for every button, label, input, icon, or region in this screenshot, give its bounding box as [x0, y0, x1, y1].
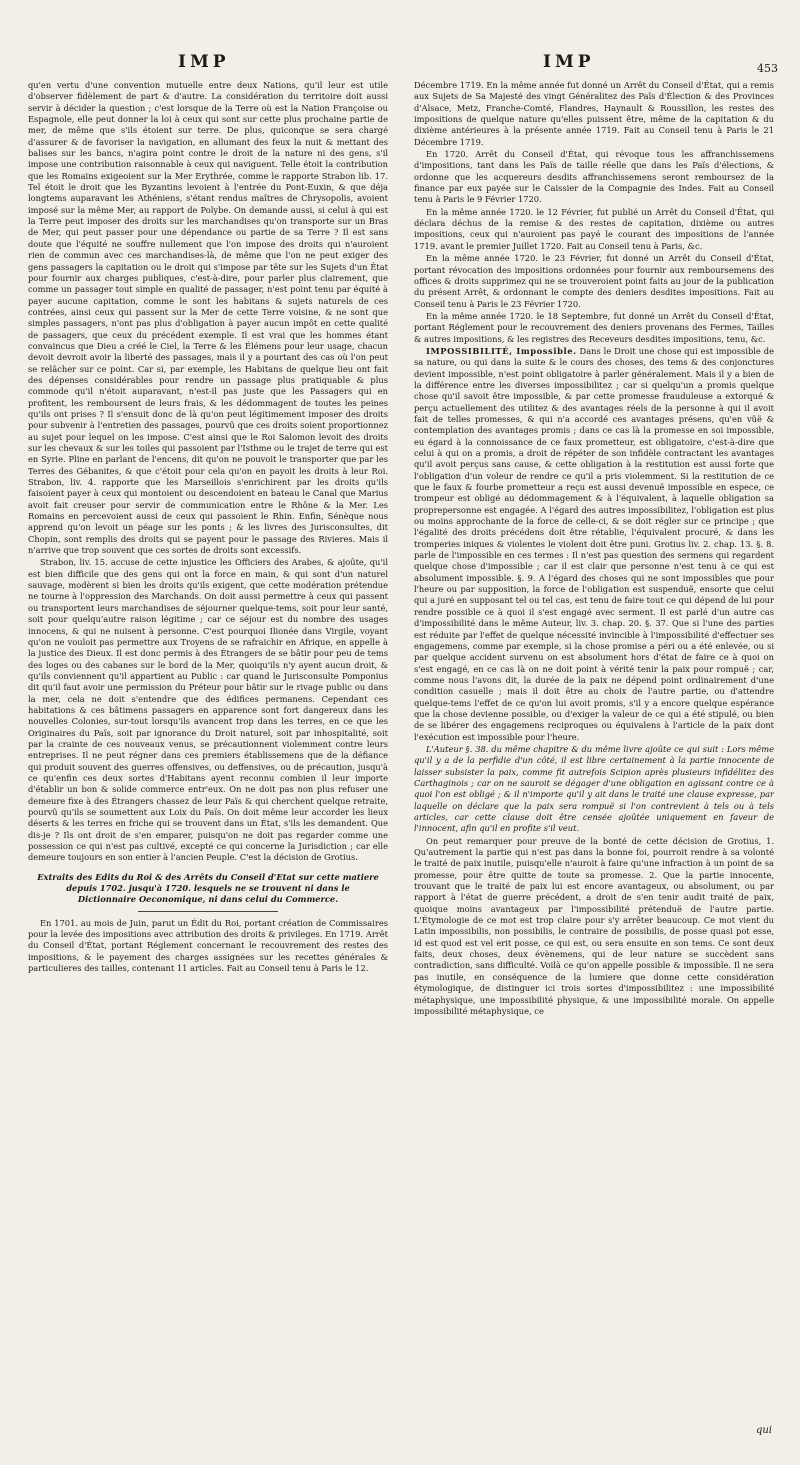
dictionary-entry	[414, 346, 774, 743]
paragraph: Strabon, liv. 15. accuse de cette injustice les Officiers des Arabes, & ajoûte, qu'il est bien difficile que des gens qui ont la force en main, & qui sont d'un naturel sauvage, modèrent si bien les droits qu'ils exigent, que cette modération prétendue ne tourne à l'oppression des Marchands. On doit aussi permettre à ceux qui passent ou transportent leurs marchandises de séjourner quelque-tems, soit pour leur santé, soit pour quelqu'autre raison légitime ; car ce séjour est du nombre des usages innocens, & qui ne nuisent à personne. C'est pourquoi Ilionée dans Virgile, voyant qu'on ne vouloit pas permettre aux Troyens de se rafraichir en Afrique, en appelle à la justice des Dieux. Il est donc permis à des Étrangers de se bâtir pour peu de tems des loges ou des cabanes sur le bord de la Mer, quoiqu'ils n'y ayent aucun droit, & qu'ils conviennent qu'il appartient au Public : car quand le Jurisconsulte Pomponius dit qu'il faut avoir une permission du Préteur pour bâtir sur le rivage public ou dans la mer, cela ne doit s'entendre que des édifices permanens. Cependant ces habitations & ces bâtimens passagers en apparence sont fort dangereux dans les nouvelles Colonies, sur-tout lorsqu'ils avancent trop dans les terres, en ce que les Originaires du Païs, soit par ignorance du Droit naturel, soit par inhospitalité, soit par la crainte de ces nouveaux venus, se précautionnent violemment contre leurs entreprises. Il ne peut régner dans ces premiers établissemens que de la défiance qui produit souvent des guerres offensives, ou deffensives, ou de précaution, jusqu'à ce qu'enfin ces deux sortes d'Habitans ayent reconnu combien il leur importe d'établir un bon & solide commerce entr'eux. On ne doit pas non plus refuser une demeure fixe à des Étrangers chassez de leur Païs & qui cherchent quelque retraite, pourvû qu'ils se soumettent aux Loix du Païs. On doit même leur accorder les lieux déserts & les terres en friche qui se trouvent dans un État, s'ils les demandent. Que dis-je ? Ils ont droit de s'en emparer, puisqu'on ne doit pas regarder comme une possession ce qui n'est pas cultivé, excepté ce qui concerne la Jurisdiction ; car elle demeure toujours en son entier à l'ancien Peuple. C'est la décision de Grotius.	[28, 557, 388, 863]
running-head-left: IMP	[178, 52, 230, 72]
paragraph: Décembre 1719. En la même année fut donné un Arrêt du Conseil d'État, qui a remis aux Sujets de Sa Majesté des vingt Généralitez des Païs d'Élection & des Provinces d'Alsace, Metz, Franche-Comté, Flandres, Haynault & Roussillon, les restes des impositions de quelque nature qu'elles puissent être, même de la capitation & du dixième antérieures à la présente année 1719. Fait au Conseil tenu à Paris le 21 Décembre 1719.	[414, 80, 774, 147]
catchword: qui	[755, 1424, 772, 1436]
paragraph: En 1701. au mois de Juin, parut un Édit du Roi, portant création de Commissaires pour la levée des impositions avec attribution des droits & privileges. En 1719. Arrêt du Conseil d'État, portant Réglement concernant le recouvrement des restes des impositions, & le payement des charges assignées sur les recettes générales & particulieres des tailles, contenant 11 articles. Fait au Conseil tenu à Paris le 12.	[28, 917, 388, 974]
page-number: 453	[757, 62, 778, 75]
section-divider	[138, 911, 278, 912]
paragraph: En 1720. Arrêt du Conseil d'État, qui révoque tous les affranchissemens d'impositions, tant dans les Païs de taille réelle que dans les Païs d'élections, & ordonne que les acquereurs desdits affranchissemens seront remboursez de la finance par eux payée sur le Caissier de la Compagnie des Indes. Fait au Conseil tenu à Paris le 9 Février 1720.	[414, 149, 774, 205]
paragraph: En la même année 1720. le 18 Septembre, fut donné un Arrêt du Conseil d'État, portant Réglement pour le recouvrement des deniers provenans des Fermes, Tailles & autres impositions, & les registres des Receveurs desdites impositions, tenu, &c.	[414, 310, 774, 344]
entry-headword: IMPOSSIBILITÉ, Impossible.	[426, 345, 577, 356]
paragraph: On peut remarquer pour preuve de la bonté de cette décision de Grotius, 1. Qu'autrement la partie qui n'est pas dans la bonne foi, pourroit rendre à sa volonté le traité de paix inutile, puisqu'elle n'auroit à faire qu'une infraction à un point de sa promesse, pour être quitte de toute sa promesse. 2. Que la partie innocente, trouvant que le traité de paix lui est encore avantageux, ou absolument, ou par rapport à l'état de guerre précédent, a droit de s'en tenir audit traité de paix, quoique moins avantageux par l'impossibilité prétenduë de l'autre partie. L'Étymologie de ce mot est trop claire pour s'y arrêter beaucoup. Ce mot vient du Latin impossibilis, non possibilis, le contraire de possibilis, de posse quasi pot esse, id est quod est vel erit posse, ce qui est, ou sera ensuite en son tems. Ce sont deux faits, deux choses, deux évènemens, qui de leur nature se succèdent sans contradiction, sans difficulté. Voilà ce qu'on appelle possible & impossible. Il ne sera pas inutile, en conséquence de la lumiere que donne cette considération étymologique, de distinguer ici trois sortes d'impossibilitez : une impossibilité métaphysique, une impossibilité physique, & une impossibilité morale. On appelle impossibilité métaphysique, ce	[414, 835, 774, 1016]
right-column	[414, 80, 774, 1440]
paragraph: L'Auteur §. 38. du même chapitre & du même livre ajoûte ce qui suit : Lors même qu'il y a de la perfidie d'un côté, il est libre certainement à la partie innocente de laisser subsister la paix, comme fit autrefois Scipion après plusieurs infidélitez des Carthaginois ; car on ne sauroit se dégager d'une obligation en agissant contre ce à quoi l'on est obligé ; & il n'importe qu'il y ait dans le traité une clause expresse, par laquelle on déclare que la paix sera rompuë si l'on contrevient à tels ou à tels articles, car cette clause doit être censée ajoûtée uniquement en faveur de l'innocent, afin qu'il en profite s'il veut.	[414, 743, 774, 834]
paragraph: En la même année 1720. le 12 Février, fut publié un Arrêt du Conseil d'État, qui déclara déchus de la remise & des restes de capitation, dixième ou autres impositions, ceux qui n'auroient pas payé le courant des impositions de l'année 1719. avant le premier Juillet 1720. Fait au Conseil tenu à Paris, &c.	[414, 206, 774, 251]
running-header	[0, 52, 800, 80]
extracts-heading: Extraits des Edits du Roi & des Arrêts du Conseil d'Etat sur cette matiere depuis 1702. jusqu'à 1720. lesquels ne se trouvent ni dans le Dictionnaire Oeconomique, ni dans celui du Commerce.	[37, 871, 379, 904]
text-columns	[28, 80, 772, 1440]
left-column	[28, 80, 388, 1440]
paragraph: En la même année 1720. le 23 Février, fut donné un Arrêt du Conseil d'État, portant révocation des impositions ordonnées pour fournir aux remboursemens des offices & droits supprimez qui ne se trouveroient point faits au jour de la publication du présent Arrêt, & ordonnant le compte des deniers desdites impositions. Fait au Conseil tenu à Paris le 23 Février 1720.	[414, 253, 774, 309]
entry-text: Dans le Droit une chose qui est impossible de sa nature, ou qui dans la suite & le cours des choses, des tems & des conjonctures devient impossible, n'est point obligatoire à parler généralement. Mais il y a bien de la différence entre les diverses impossibilitez ; car si quelqu'un a promis quelque chose qu'il savoit être impossible, & par cette promesse frauduleuse a extorqué & perçu actuellement des utilitez & des avantages réels de la personne à qui il avoit fait de telles promesses, & qui n'a accordé ces avantages présens, qu'en vûë & contemplation des avantages promis ; dans ce cas là la promesse en soi impossible, eu égard à la connoissance de ce faux prometteur, est obligatoire, c'est-à-dire que celui à qui on a promis, a droit de répéter de son infidèle contractant les avantages qu'il avoit perçus sans cause, & cette obligation à la restitution est aussi forte que l'obligation d'un voleur de rendre ce qu'il a pris violemment. Si la restitution de ce que le faux & fourbe prometteur a reçu est aussi devenuë impossible en espece, ce trompeur est obligé au dédommagement & à l'équivalent, à laquelle obligation sa proprepersonne est engagée. A l'égard des autres impossibilitez, l'obligation est plus ou moins approchante de la force de celle-ci, & se doit régler sur ce principe ; que l'égalité des droits précédens doit être rétablie, l'équivalent procuré, & dans les tromperies iniques & violentes le violent doit être puni. Grotius liv. 2. chap. 13. §. 8. parle de l'impossible en ces termes : Il n'est pas question des sermens qui regardent quelque chose d'impossible ; car il est clair que personne n'est tenu à ce qui est absolument impossible. §. 9. A l'égard des choses qui ne sont impossibles que pour l'heure ou par supposition, la force de l'obligation est suspenduë, ensorte que celui qui a juré en supposant tel ou tel cas, est tenu de faire tout ce qui dépend de lui pour rendre possible ce à quoi il s'est engagé avec serment. Il est parlé d'un autre cas d'impossibilité dans le même Auteur, liv. 3. chap. 20. §. 37. Que si l'une des parties est réduite par l'effet de quelque nécessité invincible à l'impossibilité d'effectuer ses engagemens, comme par exemple, si la chose promise a péri ou a été enlevée, ou si par quelque accident survenu on est absolument hors d'état de faire ce à quoi on s'est engagé, en ce cas là on ne doit point à vérité tenir la paix pour rompuë ; car, comme nous l'avons dit, la durée de la paix ne dépend point ordinairement d'une condition casuelle ; mais il doit être au choix de l'autre partie, ou d'attendre quelque-tems l'effet de ce qu'on lui avoit promis, s'il y a encore quelque espérance que la chose devienne possible, ou d'exiger la valeur de ce qui a été stipulé, ou bien de se libérer des engagemens reciproques ou équivalens à l'article de la paix dont l'exécution est impossible pour l'heure.	[414, 345, 774, 742]
paragraph: qu'en vertu d'une convention mutuelle entre deux Nations, qu'il leur est utile d'observer fidèlement de part & d'autre. La considération du territoire doit aussi servir à décider la question ; c'est lorsque de la Terre où est la Nation Françoise ou Espagnole, elle peut donner la loi à ceux qui sont sur cette plus prochaine partie de mer, de même que s'ils étoient sur terre. De plus, quiconque se sera chargé d'assurer & de favoriser la navigation, en allumant des feux la nuit & mettant des balises sur les bancs, n'agira point contre le droit de la nature ni des gens, s'il impose une contribution raisonnable à ceux qui naviguent. Telle étoit la contribution que les Romains exigeoient sur la Mer Erythrée, comme le rapporte Strabon lib. 17. Tel étoit le droit que les Byzantins levoient à l'entrée du Pont-Euxin, & que déja longtems auparavant les Athéniens, s'étant rendus maîtres de Chrysopolis, avoient imposé sur la même Mer, au rapport de Polybe. On demande aussi, si celui à qui est la Terre peut imposer des droits sur les marchandises qu'on transporte sur un Bras de Mer, qui peut passer pour une dépendance ou partie de sa Terre ? Il est sans doute que l'équité ne souffre nullement que l'on impose des droits qui n'auroient rien de commun avec ces marchandises-là, de même que l'on ne peut exiger des gens passagers la capitation ou le droit qui s'impose par tête sur les Sujets d'un État pour fournir aux charges publiques, c'est-à-dire, pour parler plus clairement, que comme un passager tout simple en qualité de passager, n'est point tenu par équité à payer aucune capitation, comme le sont les habitans & sujets naturels de ces contrées, ainsi ceux qui passent sur la Mer de cette Terre voisine, & ne sont que simples passagers, n'ont pas plus d'obligation à payer aucun impôt en cette qualité de passagers, que ceux du précédent exemple. Il est vrai que les hommes étant convaincus que Dieu a créé le Ciel, la Terre & les Élémens pour leur usage, chacun devoit devroit avoir la liberté des passages, mais il y a pourtant des cas où l'on peut se relâcher sur ce point. Car si, par exemple, les Habitans de quelque lieu ont fait des dépenses considérables pour rendre un passage plus pratiquable & plus commode qu'il n'étoit auparavant, n'est-il pas juste que les Passagers qui en profitent, les remboursent de leurs frais, & les dédommagent de toutes les peines qu'ils ont prises ? Il s'ensuit donc de là qu'on peut légitimement imposer des droits pour subvenir à l'entretien des passages, pourvû que ces droits soient proportionnez au sujet pour lequel on les impose. C'est ainsi que le Roi Salomon levoit des droits sur les chevaux & sur les toiles qui passoient par l'Isthme ou le trajet de terre qui est en Syrie. Pline en parlant de l'encens, dit qu'on ne pouvoit le transporter que par les Terres des Gébanites, & que c'étoit pour cela qu'on en payoit les droits à leur Roi. Strabon, liv. 4. rapporte que les Marseillois s'enrichirent par les droits qu'ils faisoient payer à ceux qui montoient ou descendoient en bateau le Canal que Marius avoit fait creuser pour servir de communication entre le Rhône & la Mer. Les Romains en percevoient aussi de ceux qui passoient le Rhin. Enfin, Sénèque nous apprend qu'on levoit un péage sur les ponts ; & les livres des Jurisconsultes, dit Chopin, sont remplis des droits qui se payent pour le passage des Rivieres. Mais il n'arrive que trop souvent que ces sortes de droits sont excessifs.	[28, 80, 388, 556]
running-head-right: IMP	[543, 52, 595, 72]
